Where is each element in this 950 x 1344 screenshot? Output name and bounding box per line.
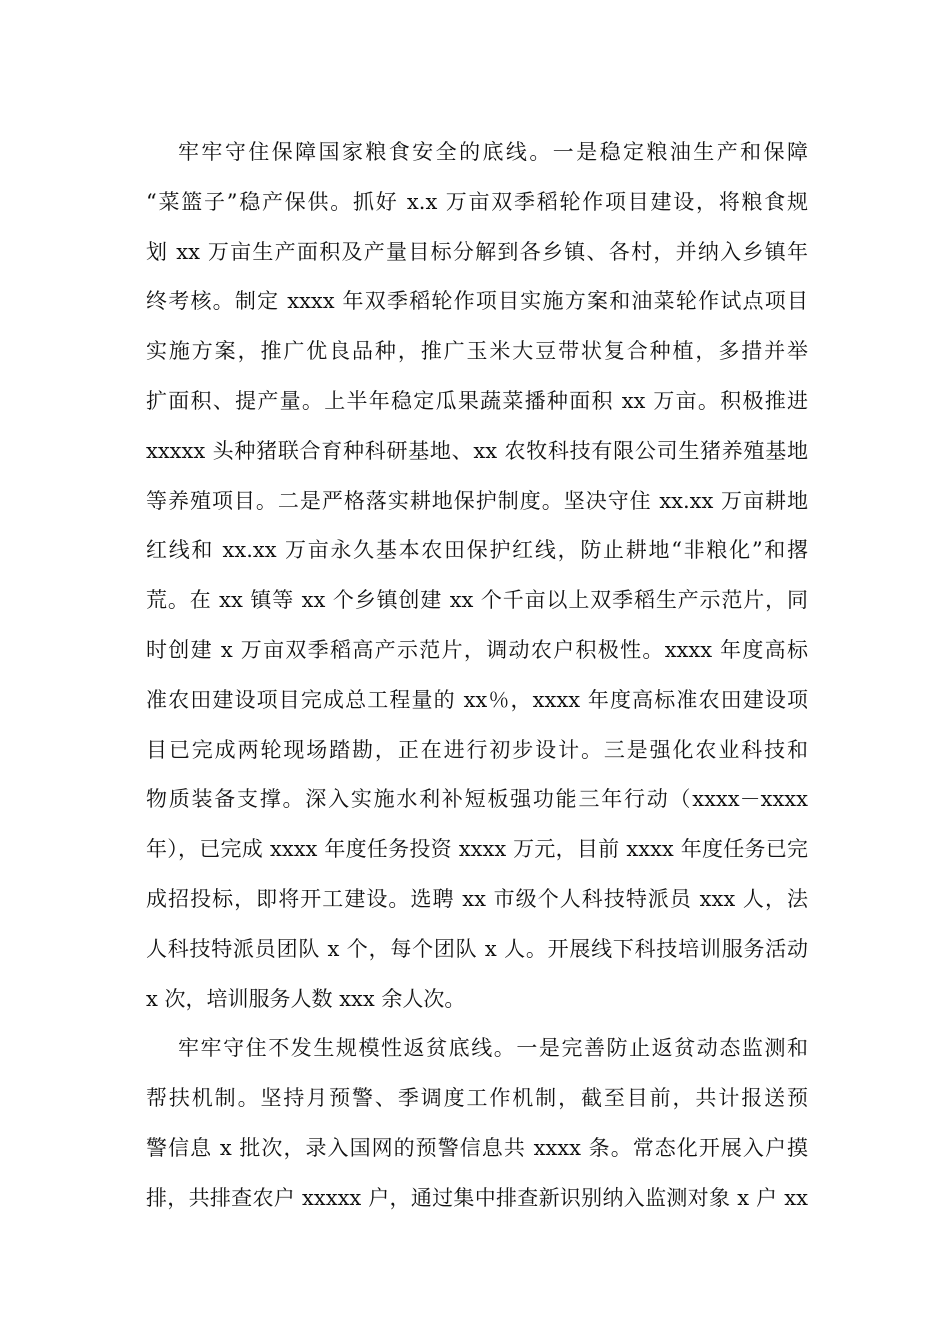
text-line: x 次，培训服务人数 xxx 余人次。: [146, 986, 466, 1011]
text-line: 扩面积、提产量。上半年稳定瓜果蔬菜播种面积 xx 万亩。积极推进: [146, 388, 808, 413]
paragraph-food-security: [146, 128, 808, 1024]
text-line: 实施方案，推广优良品种，推广玉米大豆带状复合种植，多措并举: [146, 339, 808, 364]
text-line: 红线和 xx.xx 万亩永久基本农田保护红线，防止耕地“非粮化”和撂: [146, 538, 808, 563]
text-line: 牢牢守住保障国家粮食安全的底线。一是稳定粮油生产和保障: [178, 140, 808, 164]
text-line: 物质装备支撑。深入实施水利补短板强功能三年行动（xxxx－xxxx: [146, 787, 808, 812]
text-line: “菜篮子”稳产保供。抓好 x.x 万亩双季稻轮作项目建设，将粮食规: [146, 189, 808, 214]
document-body: [146, 128, 808, 1224]
text-line: 时创建 x 万亩双季稻高产示范片，调动农户积极性。xxxx 年度高标: [146, 637, 808, 662]
text-line: 年），已完成 xxxx 年度任务投资 xxxx 万元，目前 xxxx 年度任务已完: [146, 837, 808, 862]
text-line: 终考核。制定 xxxx 年双季稻轮作项目实施方案和油菜轮作试点项目: [146, 289, 808, 314]
text-line: 成招投标，即将开工建设。选聘 xx 市级个人科技特派员 xxx 人，法: [146, 886, 808, 911]
paragraph-poverty-prevention: [146, 1024, 808, 1223]
text-line: 准农田建设项目完成总工程量的 xx％，xxxx 年度高标准农田建设项: [146, 687, 808, 712]
text-line: 划 xx 万亩生产面积及产量目标分解到各乡镇、各村，并纳入乡镇年: [146, 239, 808, 264]
text-line: 牢牢守住不发生规模性返贫底线。一是完善防止返贫动态监测和: [178, 1036, 808, 1061]
text-line: 排，共排查农户 xxxxx 户，通过集中排查新识别纳入监测对象 x 户 xx: [146, 1185, 808, 1210]
text-line: 目已完成两轮现场踏勘，正在进行初步设计。三是强化农业科技和: [146, 737, 808, 762]
text-line: 人科技特派员团队 x 个，每个团队 x 人。开展线下科技培训服务活动: [146, 936, 808, 961]
text-line: 荒。在 xx 镇等 xx 个乡镇创建 xx 个千亩以上双季稻生产示范片，同: [146, 588, 808, 613]
text-line: 警信息 x 批次，录入国网的预警信息共 xxxx 条。常态化开展入户摸: [146, 1135, 808, 1160]
text-line: 帮扶机制。坚持月预警、季调度工作机制，截至目前，共计报送预: [146, 1086, 808, 1111]
text-line: 等养殖项目。二是严格落实耕地保护制度。坚决守住 xx.xx 万亩耕地: [146, 488, 808, 513]
text-line: xxxxx 头种猪联合育种科研基地、xx 农牧科技有限公司生猪养殖基地: [146, 438, 808, 463]
